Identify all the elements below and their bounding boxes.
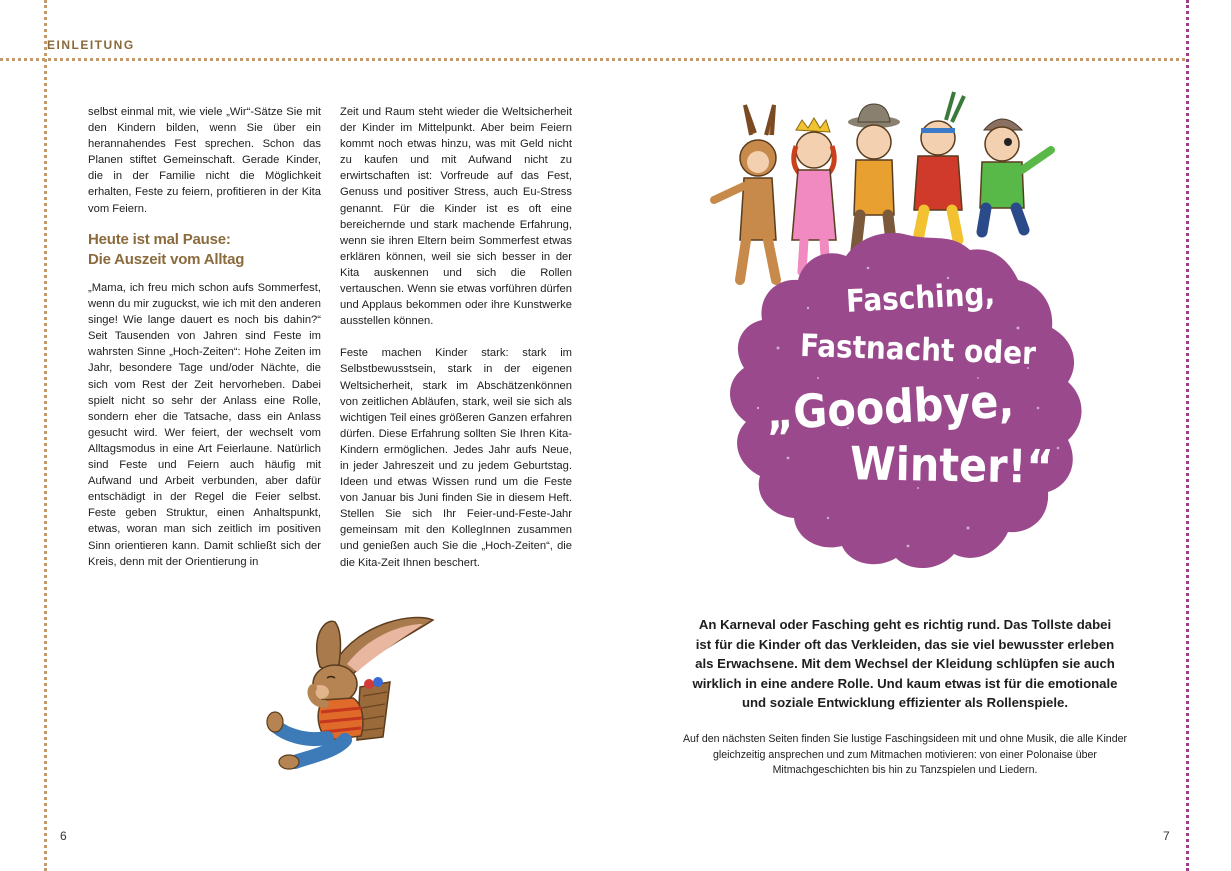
left-column-1-body xyxy=(88,280,321,570)
body-paragraph: „Mama, ich freu mich schon aufs Sommerfest, wenn du mir zuguckst, wie ich mit den anderen singe! Wie lange dauert es noch bis dahin?“ Seit Tausenden von Jahren sind Feste im wahrsten Sinne „Hoch-Zeiten“: Hohe Zeiten im Jahr, besondere Tage und/oder Nächte, die sich vom Rest der Zeit hervorheben. Dabei spielt nicht so sehr der Anlass eine Rolle, sondern eher die Tatsache, dass ein Anlass gesucht wird. Wer feiert, der wechselt vom Alltagsmodus in eine Art Feierlaune. Natürlich sind Feste und Feiern auch häufig mit Aufwand und Arbeit verbunden, aber dafür entschädigt in der Regel die Feier selbst. Feste geben Struktur, einen Anhaltspunkt, etwas, woran man sich zeitlich im positiven Sinn orientieren kann. Damit schließt sich der Kreis, denn mit der Orientierung in xyxy=(88,282,321,568)
left-column-1-intro xyxy=(88,104,321,217)
child-feather-costume xyxy=(914,92,964,240)
bunny-illustration xyxy=(265,612,440,772)
intro-small-text: Auf den nächsten Seiten finden Sie lustige Faschingsideen mit und ohne Musik, die alle Kinder gleichzeitig ansprechen und zum Mitmachen motivieren: von einer Polonaise über Mitmachgeschichten bis hin zu Tanzspielen und Liedern. xyxy=(682,733,1128,777)
section-label: EINLEITUNG xyxy=(47,38,135,52)
top-dotted-rule xyxy=(0,58,1185,61)
page-title xyxy=(718,228,1090,572)
title-line-3: „Goodbye, xyxy=(764,373,1016,441)
child-pirate-costume xyxy=(980,119,1051,232)
subheading-line-1: Heute ist mal Pause: xyxy=(88,231,231,248)
subheading xyxy=(88,230,244,270)
intro-bold-text: An Karneval oder Fasching geht es richtig rund. Das Tollste dabei ist für die Kinder oft das Verkleiden, das sie viel bewusster erleben als Erwachsene. Mit dem Wechsel der Kleidung schlüpfen sie auch wirklich in eine andere Rolle. Und kaum etwas ist für die emotionale und soziale Entwicklung effizienter als Rollenspiele. xyxy=(692,617,1118,711)
page-number-right: 7 xyxy=(1163,829,1170,843)
right-dotted-rule xyxy=(1186,0,1189,871)
title-blob xyxy=(718,228,1090,572)
left-dotted-rule xyxy=(44,0,47,871)
intro-paragraph: selbst einmal mit, wie viele „Wir“-Sätze Sie mit den Kindern bilden, wenn Sie über ein herannahendes Fest sprechen. Schon das Planen stiftet Gemeinschaft. Gerade Kinder, die in der Familie nicht die Möglichkeit erhalten, Feste zu feiern, profitieren in der Kita vom Feiern. xyxy=(88,106,321,215)
title-line-4: Winter!“ xyxy=(849,436,1055,494)
title-line-2: Fastnacht oder xyxy=(799,327,1037,373)
body-paragraph-2: Zeit und Raum steht wieder die Weltsicherheit der Kinder im Mittelpunkt. Aber beim Feiern kommt noch etwas hinzu, was mit Geld nicht zu kaufen und mit Aufwand nicht zu erwirtschaften ist: Vorfreude auf das Fest, Genuss und positiver Stress, auch Eu-Stress genannt. Für die Kinder ist es oft eine bereichernde und stark machende Erfahrung, wenn sie ihren Eltern beim Sommerfest etwas erklären können, weil sie sich besser in der Kita auskennen und sich die Rollen vertauschen. Wenn sie etwas vorführen dürfen und Applaus bekommen oder ihre Kunstwerke ausstellen können. xyxy=(340,106,572,328)
left-column-2 xyxy=(340,104,572,571)
title-line-1: Fasching, xyxy=(845,276,996,320)
page-number-left: 6 xyxy=(60,829,67,843)
subheading-line-2: Die Auszeit vom Alltag xyxy=(88,251,245,268)
body-paragraph-3: Feste machen Kinder stark: stark im Selbstbewusstsein, stark in der eigenen Weltsicherheit, stark im Abschätzenkönnen von zeitlichen Abläufen, stark, weil sie sich als wichtigen Teil eines größeren Ganzen erfahren dürfen. Diese Erfahrung sollten Sie Ihren Kita-Kindern ermöglichen. Jedes Jahr aufs Neue, in jeder Jahreszeit und zu jedem Geburtstag. Ideen und etwas Wissen rund um die Feste von Januar bis Juni finden Sie in diesem Heft. Stellen Sie sich Ihr Feier-und-Feste-Jahr gemeinsam mit den KollegInnen zusammen und genießen auch Sie die „Hoch-Zeiten“, die die Kita-Zeit Ihnen beschert. xyxy=(340,347,572,569)
